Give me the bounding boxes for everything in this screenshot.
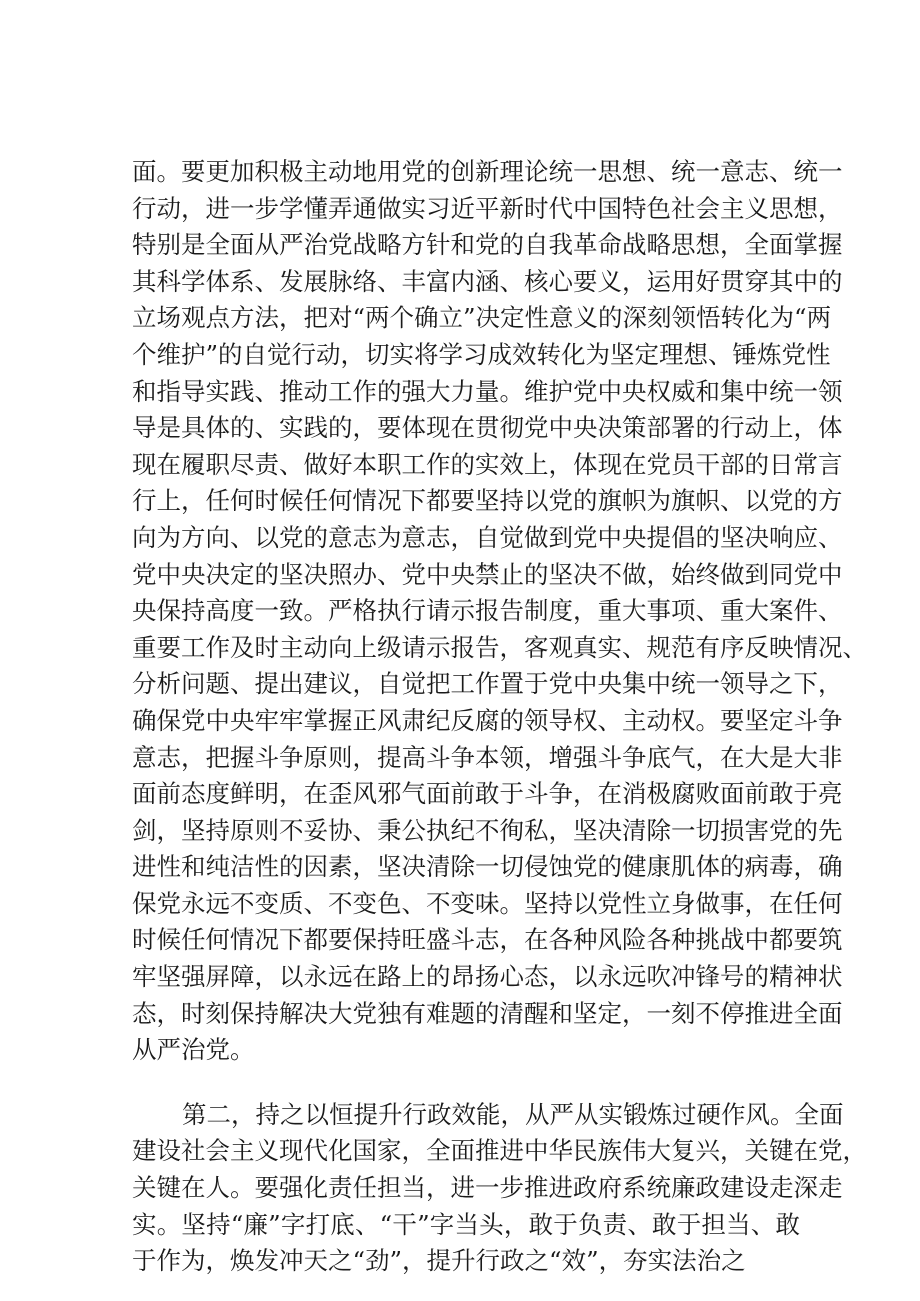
text-line: 分析问题、提出建议，自觉把工作置于党中央集中统一领导之下， [132, 669, 843, 699]
text-line: 重要工作及时主动向上级请示报告，客观真实、规范有序反映情况、 [132, 632, 867, 662]
text-line: 剑，坚持原则不妥协、秉公执纪不徇私，坚决清除一切损害党的先 [132, 815, 843, 845]
text-line: 央保持高度一致。严格执行请示报告制度，重大事项、重大案件、 [132, 596, 843, 626]
text-line: 特别是全面从严治党战略方针和党的自我革命战略思想，全面掌握 [132, 230, 843, 260]
text-line: 现在履职尽责、做好本职工作的实效上，体现在党员干部的日常言 [132, 449, 843, 479]
text-line: 意志，把握斗争原则，提高斗争本领，增强斗争底气，在大是大非 [132, 742, 843, 772]
text-line: 其科学体系、发展脉络、丰富内涵、核心要义，运用好贯穿其中的 [132, 266, 843, 296]
document-body [132, 154, 867, 1280]
paragraph-2 [132, 1097, 867, 1280]
text-line: 第二，持之以恒提升行政效能，从严从实锻炼过硬作风。全面 [182, 1099, 844, 1129]
text-line: 面前态度鲜明，在歪风邪气面前敢于斗争，在消极腐败面前敢于亮 [132, 779, 843, 809]
text-line: 确保党中央牢牢掌握正风肃纪反腐的领导权、主动权。要坚定斗争 [132, 705, 843, 735]
text-line: 保党永远不变质、不变色、不变味。坚持以党性立身做事，在任何 [132, 888, 843, 918]
text-line: 关键在人。要强化责任担当，进一步推进政府系统廉政建设走深走 [132, 1173, 843, 1203]
text-line: 于作为，焕发冲天之“劲”，提升行政之“效”，夯实法治之 [132, 1246, 746, 1276]
text-line: 向为方向、以党的意志为意志，自觉做到党中央提倡的坚决响应、 [132, 522, 843, 552]
text-line: 进性和纯洁性的因素，坚决清除一切侵蚀党的健康肌体的病毒，确 [132, 852, 843, 882]
text-line: 行动，进一步学懂弄通做实习近平新时代中国特色社会主义思想， [132, 193, 843, 223]
text-line: 党中央决定的坚决照办、党中央禁止的坚决不做，始终做到同党中 [132, 559, 843, 589]
text-line: 建设社会主义现代化国家，全面推进中华民族伟大复兴，关键在党， [132, 1136, 867, 1166]
text-line: 牢坚强屏障，以永远在路上的昂扬心态，以永远吹冲锋号的精神状 [132, 962, 843, 992]
text-line: 态，时刻保持解决大党独有难题的清醒和坚定，一刻不停推进全面 [132, 998, 843, 1028]
text-line: 行上，任何时候任何情况下都要坚持以党的旗帜为旗帜、以党的方 [132, 486, 843, 516]
text-line: 时候任何情况下都要保持旺盛斗志，在各种风险各种挑战中都要筑 [132, 925, 843, 955]
text-line: 立场观点方法，把对“两个确立”决定性意义的深刻领悟转化为“两 [132, 303, 832, 333]
text-line: 个维护”的自觉行动，切实将学习成效转化为坚定理想、锤炼党性 [132, 339, 831, 369]
text-line: 从严治党。 [132, 1035, 255, 1065]
text-line: 面。要更加积极主动地用党的创新理论统一思想、统一意志、统一 [132, 157, 843, 186]
text-line: 和指导实践、推动工作的强大力量。维护党中央权威和集中统一领 [132, 376, 843, 406]
paragraph-1 [132, 154, 867, 1069]
text-line: 实。坚持“廉”字打底、“干”字当头，敢于负责、敢于担当、敢 [132, 1209, 800, 1239]
text-line: 导是具体的、实践的，要体现在贯彻党中央决策部署的行动上，体 [132, 413, 843, 443]
paragraph-spacing [132, 1069, 800, 1097]
